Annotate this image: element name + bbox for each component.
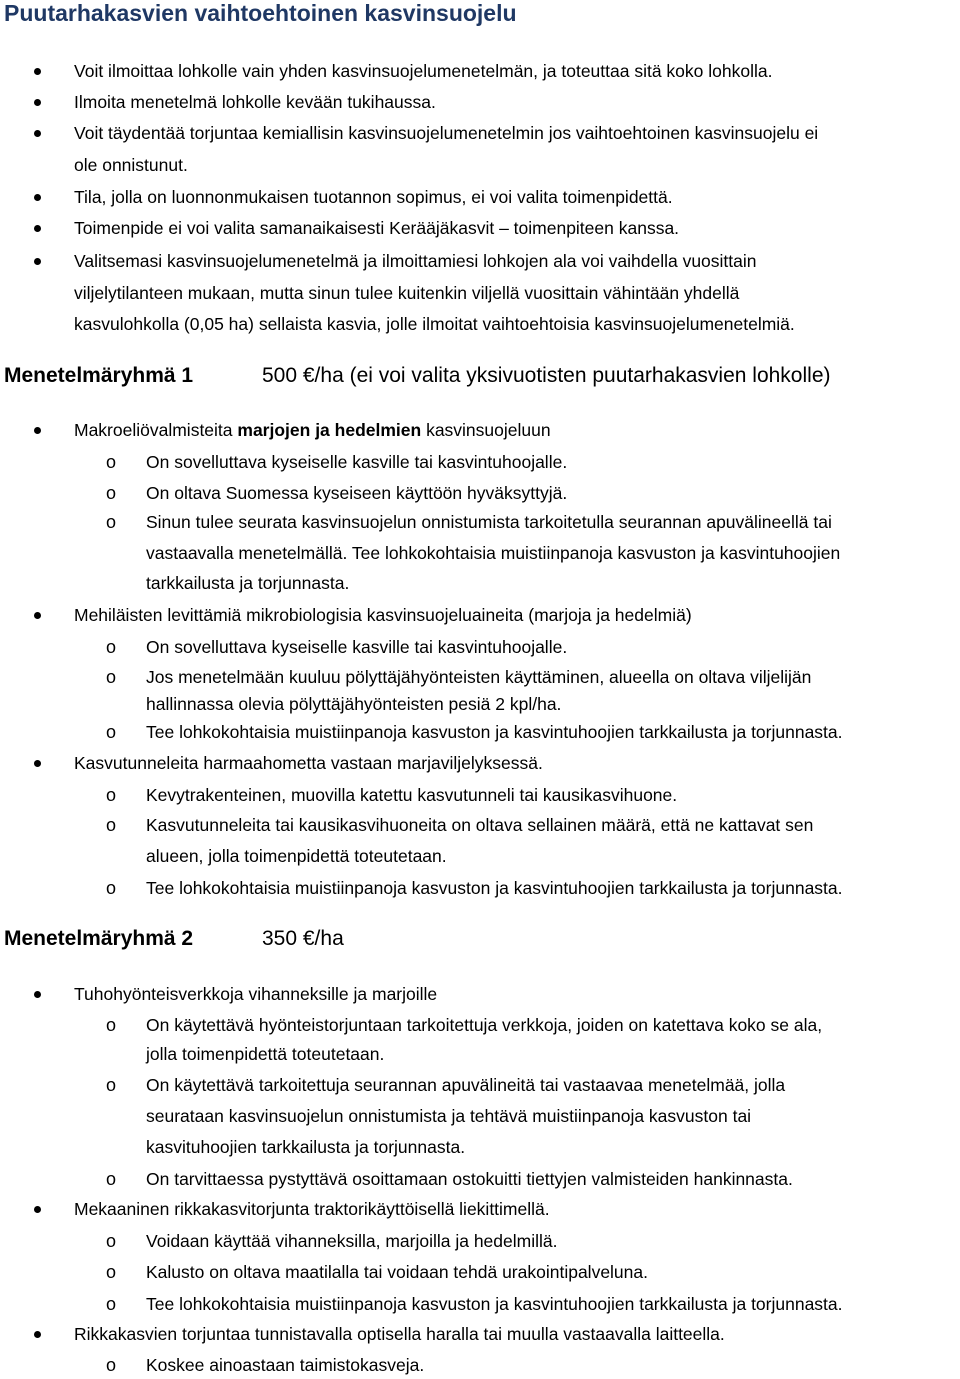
sub-bullet-marker: o <box>106 815 117 835</box>
intro-bullet-line: Valitsemasi kasvinsuojelumenetelmä ja ilmoittamiesi lohkojen ala voi vaihdella vuosittain <box>74 251 757 271</box>
sub-bullet-line: Kevytrakenteinen, muovilla katettu kasvutunneli tai kausikasvihuone. <box>146 785 678 805</box>
bullet-dot <box>34 427 41 434</box>
sub-bullet-marker: o <box>106 1169 117 1189</box>
group2-label: Menetelmäryhmä 2 <box>4 927 194 950</box>
sub-bullet-line: Koskee ainoastaan taimistokasveja. <box>146 1355 425 1375</box>
sub-bullet-line: Kasvutunneleita tai kausikasvihuoneita on oltava sellainen määrä, että ne kattavat sen <box>146 815 814 835</box>
bullet-dot <box>34 760 41 767</box>
sub-bullet-line: Kalusto on oltava maatilalla tai voidaan tehdä urakointipalveluna. <box>146 1262 648 1282</box>
bullet-dot <box>34 258 41 265</box>
intro-bullet-line: Toimenpide ei voi valita samanaikaisesti Kerääjäkasvit – toimenpiteen kanssa. <box>74 218 680 238</box>
sub-bullet-line: Jos menetelmään kuuluu pölyttäjähyönteisten käyttäminen, alueella on oltava viljelijän <box>146 667 812 687</box>
sub-bullet-line: tarkkailusta ja torjunnasta. <box>146 573 350 593</box>
sub-bullet-marker: o <box>106 637 117 657</box>
sub-bullet-marker: o <box>106 1015 117 1035</box>
measure-lead-text: Kasvutunneleita harmaahometta vastaan marjaviljelyksessä. <box>74 753 543 773</box>
sub-bullet-line: On käytettävä tarkoitettuja seurannan apuvälineitä tai vastaavaa menetelmää, jolla <box>146 1075 786 1095</box>
measure-lead <box>74 604 692 626</box>
intro-bullet-line: Tila, jolla on luonnonmukaisen tuotannon sopimus, ei voi valita toimenpidettä. <box>74 187 673 207</box>
sub-bullet-line: alueen, jolla toimenpidettä toteutetaan. <box>146 846 447 866</box>
sub-bullet-marker: o <box>106 1294 117 1314</box>
bullet-dot <box>34 194 41 201</box>
sub-bullet-line: On sovelluttava kyseiselle kasville tai kasvintuhoojalle. <box>146 637 568 657</box>
sub-bullet-marker: o <box>106 483 117 503</box>
sub-bullet-line: Sinun tulee seurata kasvinsuojelun onnistumista tarkoitetulla seurannan apuvälineellä tai <box>146 512 832 532</box>
bullet-dot <box>34 225 41 232</box>
group1-label: Menetelmäryhmä 1 <box>4 364 194 387</box>
measure-lead <box>74 1323 725 1345</box>
sub-bullet-line: seurataan kasvinsuojelun onnistumista ja tehtävä muistiinpanoja kasvuston tai <box>146 1106 752 1126</box>
group1-payment: 500 €/ha (ei voi valita yksivuotisten puutarhakasvien lohkolle) <box>262 364 831 387</box>
group2-payment: 350 €/ha <box>262 927 344 950</box>
sub-bullet-line: On tarvittaessa pystyttävä osoittamaan ostokuitti tiettyjen valmisteiden hankinnasta. <box>146 1169 793 1189</box>
intro-bullet-line: viljelytilanteen mukaan, mutta sinun tulee kuitenkin viljellä vuosittain vähintään yhdellä <box>74 283 740 303</box>
sub-bullet-marker: o <box>106 1075 117 1095</box>
sub-bullet-line: Tee lohkokohtaisia muistiinpanoja kasvuston ja kasvintuhoojien tarkkailusta ja torjunnasta. <box>146 878 843 898</box>
sub-bullet-marker: o <box>106 667 117 687</box>
sub-bullet-line: vastaavalla menetelmällä. Tee lohkokohtaisia muistiinpanoja kasvuston ja kasvintuhoojien <box>146 543 841 563</box>
sub-bullet-marker: o <box>106 785 117 805</box>
measure-lead-text: kasvinsuojeluun <box>421 420 551 440</box>
measure-lead-text: Mehiläisten levittämiä mikrobiologisia kasvinsuojeluaineita (marjoja ja hedelmiä) <box>74 605 692 625</box>
sub-bullet-line: kasvituhoojien tarkkailusta ja torjunnasta. <box>146 1137 466 1157</box>
sub-bullet-marker: o <box>106 1355 117 1375</box>
sub-bullet-line: Tee lohkokohtaisia muistiinpanoja kasvuston ja kasvintuhoojien tarkkailusta ja torjunnasta. <box>146 1294 843 1314</box>
sub-bullet-marker: o <box>106 1231 117 1251</box>
sub-bullet-line: Tee lohkokohtaisia muistiinpanoja kasvuston ja kasvintuhoojien tarkkailusta ja torjunnasta. <box>146 722 843 742</box>
bullet-dot <box>34 130 41 137</box>
sub-bullet-line: On oltava Suomessa kyseiseen käyttöön hyväksyttyjä. <box>146 483 568 503</box>
sub-bullet-line: jolla toimenpidettä toteutetaan. <box>146 1044 385 1064</box>
sub-bullet-marker: o <box>106 512 117 532</box>
sub-bullet-marker: o <box>106 722 117 742</box>
bullet-dot <box>34 991 41 998</box>
page-title: Puutarhakasvien vaihtoehtoinen kasvinsuojelu <box>4 0 517 26</box>
intro-bullet-line: kasvulohkolla (0,05 ha) sellaista kasvia, jolle ilmoitat vaihtoehtoisia kasvinsuojelumenetelmiä. <box>74 314 795 334</box>
measure-lead-text: Rikkakasvien torjuntaa tunnistavalla optisella haralla tai muulla vastaavalla laitteella. <box>74 1324 725 1344</box>
bullet-dot <box>34 68 41 75</box>
sub-bullet-line: hallinnassa olevia pölyttäjähyönteisten pesiä 2 kpl/ha. <box>146 694 562 714</box>
measure-lead-text: Mekaaninen rikkakasvitorjunta traktorikäyttöisellä liekittimellä. <box>74 1199 550 1219</box>
intro-bullet-line: Ilmoita menetelmä lohkolle kevään tukihaussa. <box>74 92 436 112</box>
measure-lead-text: Tuhohyönteisverkkoja vihanneksille ja marjoille <box>74 984 438 1004</box>
intro-bullet-line: ole onnistunut. <box>74 155 188 175</box>
intro-bullet-line: Voit täydentää torjuntaa kemiallisin kasvinsuojelumenetelmin jos vaihtoehtoinen kasvinsuojelu ei <box>74 123 819 143</box>
sub-bullet-marker: o <box>106 878 117 898</box>
measure-lead <box>74 419 551 441</box>
measure-lead <box>74 752 543 774</box>
measure-lead <box>74 983 437 1005</box>
intro-bullet-line: Voit ilmoittaa lohkolle vain yhden kasvinsuojelumenetelmän, ja toteuttaa sitä koko lohkolla. <box>74 61 773 81</box>
bullet-dot <box>34 99 41 106</box>
bullet-dot <box>34 1331 41 1338</box>
sub-bullet-line: On sovelluttava kyseiselle kasville tai kasvintuhoojalle. <box>146 452 568 472</box>
measure-lead-text: Makroeliövalmisteita <box>74 420 238 440</box>
bullet-dot <box>34 612 41 619</box>
sub-bullet-line: On käytettävä hyönteistorjuntaan tarkoitettuja verkkoja, joiden on katettava koko se ala, <box>146 1015 823 1035</box>
sub-bullet-marker: o <box>106 1262 117 1282</box>
measure-lead <box>74 1198 550 1220</box>
sub-bullet-marker: o <box>106 452 117 472</box>
sub-bullet-line: Voidaan käyttää vihanneksilla, marjoilla ja hedelmillä. <box>146 1231 558 1251</box>
measure-lead-emphasis: marjojen ja hedelmien <box>237 420 422 440</box>
bullet-dot <box>34 1206 41 1213</box>
